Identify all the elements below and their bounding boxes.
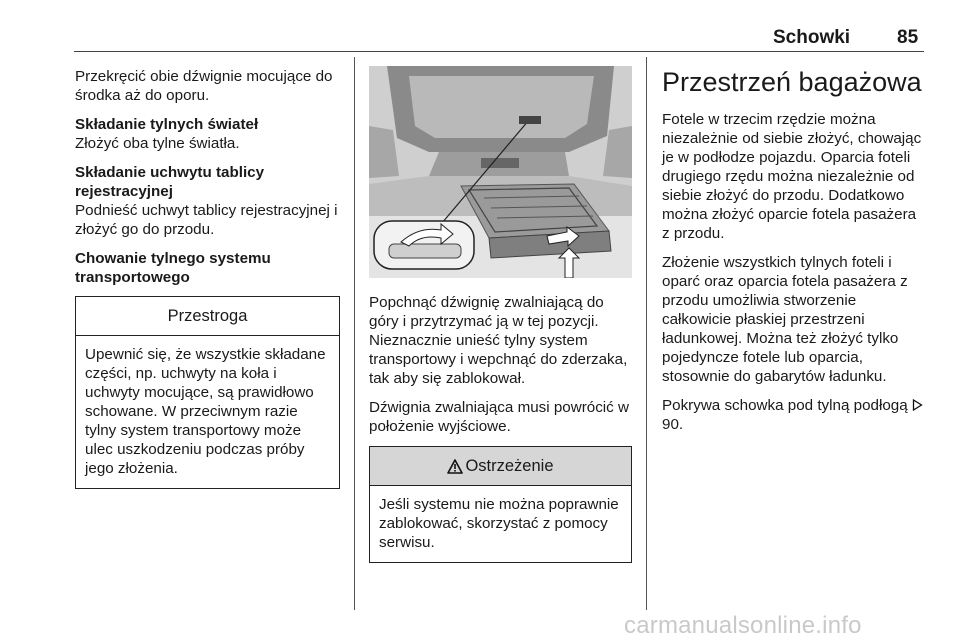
luggage-paragraph-2: Złożenie wszystkich tylnych foteli i oparć oraz oparcia fotela pasażera z przodu umożliwia stworzenie całkowicie płaskiej przestrzeni ładunkowej. Można też złożyć tylko pojedyncze fotele lub oparcia, stosownie do gabarytów ładunku. (662, 254, 908, 385)
warning-header (370, 447, 631, 486)
caution-text: Upewnić się, że wszystkie składane części, np. uchwyty na koła i uchwyty mocujące, są prawidłowo schowane. W przeciwnym razie tylny system transportowy może ulec uszkodzeniu podczas próby jego złożenia. (85, 346, 326, 477)
header-divider (74, 51, 924, 52)
section-title: Schowki (773, 27, 851, 48)
return-paragraph: Dźwignia zwalniająca musi powrócić w położenie wyjściowe. (369, 399, 629, 435)
column-3 (662, 66, 927, 444)
luggage-section-title: Przestrzeń bagażowa (662, 67, 922, 97)
caution-box (75, 296, 340, 489)
column-divider-2 (646, 57, 647, 610)
intro-paragraph: Przekręcić obie dźwignie mocujące do środka aż do oporu. (75, 68, 333, 104)
page-reference-link[interactable]: 90. (662, 416, 684, 433)
section-heading-lights: Składanie tylnych świateł (75, 116, 259, 133)
column-divider-1 (354, 57, 355, 610)
section-text-lights: Złożyć oba tylne światła. (75, 135, 240, 152)
warning-triangle-icon (447, 459, 463, 474)
rear-carrier-illustration (369, 66, 632, 278)
page-number: 85 (897, 27, 919, 48)
luggage-paragraph-3-text: Pokrywa schowka pod tylną podłogą (662, 397, 908, 414)
section-text-plate: Podnieść uchwyt tablicy rejestracyjnej i złożyć go do przodu. (75, 202, 338, 238)
luggage-paragraph-1: Fotele w trzecim rzędzie można niezależnie od siebie złożyć, chowając je w podłodze pojazdu. Oparcia foteli drugiego rzędu można niezależnie od siebie złożyć do przodu. Dodatkowo można złożyć oparcie fotela pasażera z przodu. (662, 111, 922, 242)
instruction-paragraph: Popchnąć dźwignię zwalniającą do góry i przytrzymać ją w tej pozycji. Nieznacznie unieść tylny system transportowy i wepchnąć do zderzaka, tak aby się zablokował. (369, 294, 628, 387)
column-2 (369, 293, 632, 563)
section-heading-plate: Składanie uchwytu tablicy rejestracyjnej (75, 164, 265, 200)
section-heading-stowing: Chowanie tylnego systemu transportowego (75, 250, 271, 286)
footer-watermark: carmanualsonline.info (624, 612, 862, 639)
warning-text: Jeśli systemu nie można poprawnie zablokować, skorzystać z pomocy serwisu. (379, 496, 619, 551)
warning-title: Ostrzeżenie (465, 456, 554, 475)
reference-triangle-icon (912, 399, 923, 411)
column-1 (75, 67, 340, 489)
luggage-paragraph-3 (662, 396, 927, 434)
warning-box (369, 446, 632, 563)
caution-title: Przestroga (76, 297, 339, 336)
